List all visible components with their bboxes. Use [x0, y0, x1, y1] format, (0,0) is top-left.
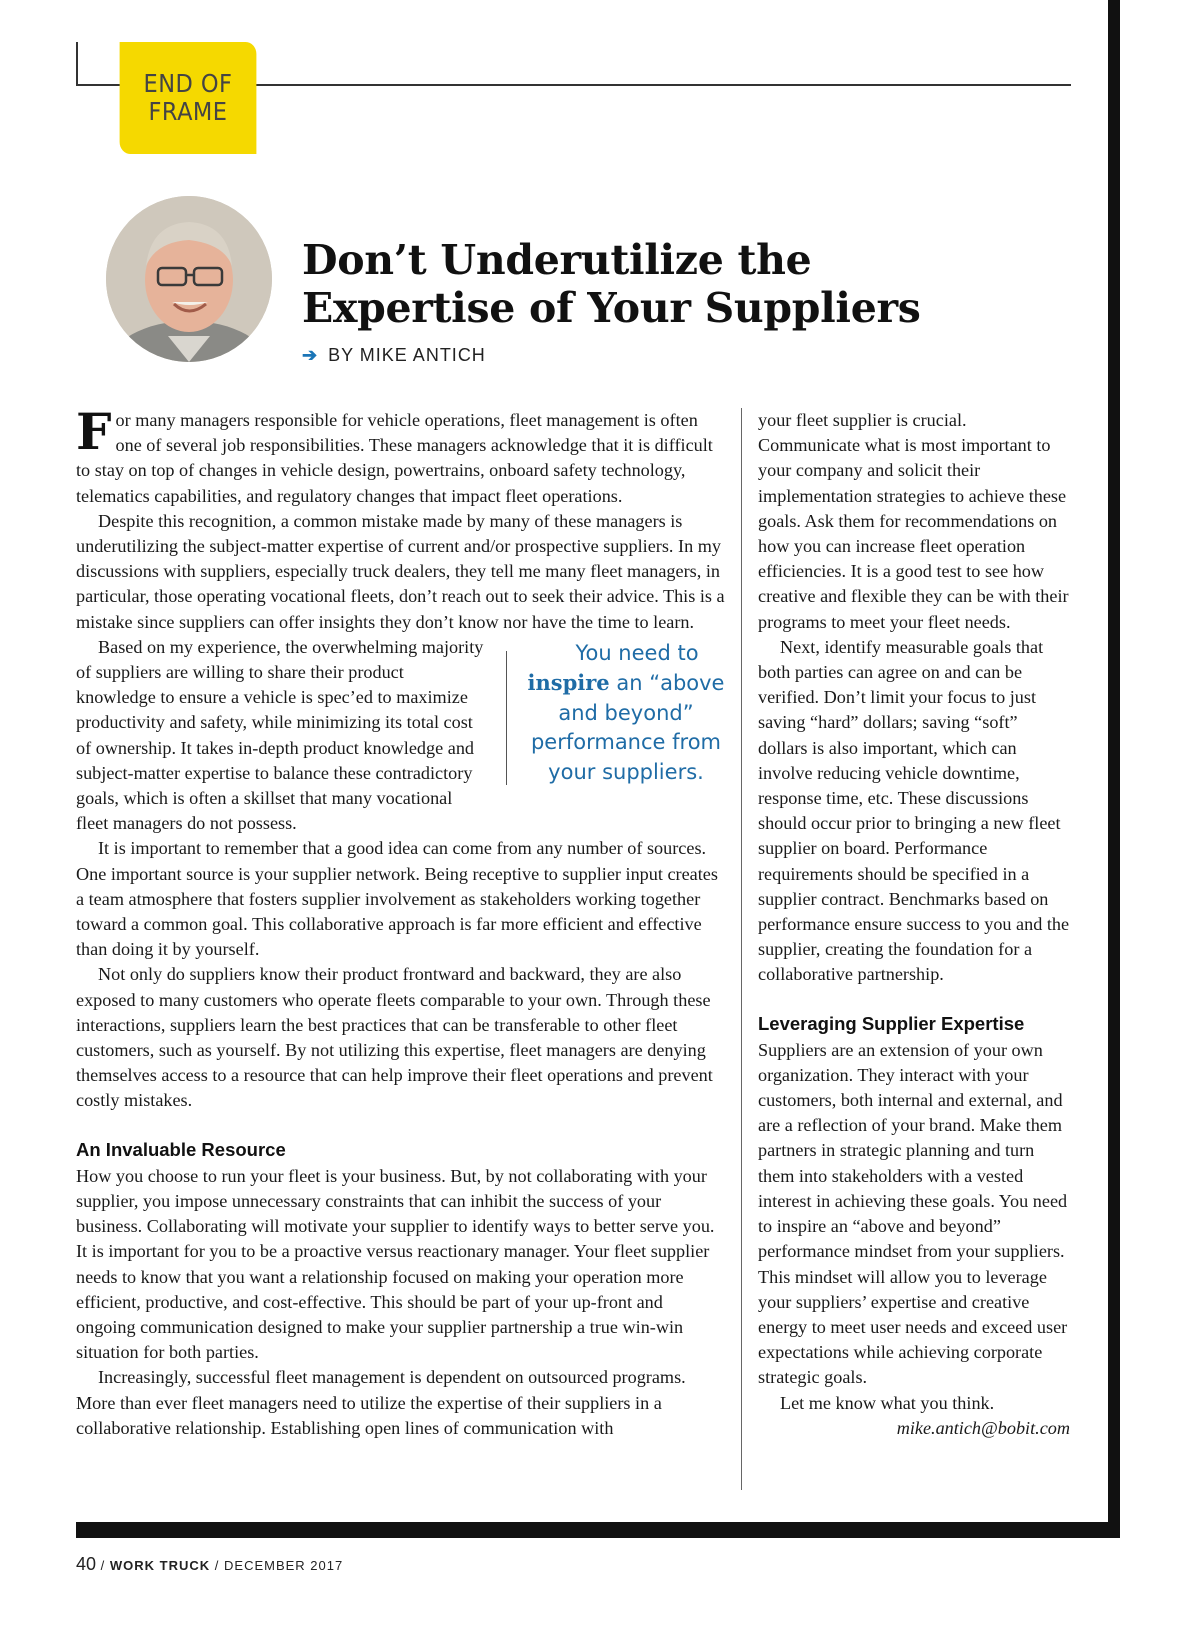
- magazine-name: WORK TRUCK: [109, 1558, 211, 1573]
- paragraph-9: Next, identify measurable goals that both parties can agree on and can be verified. Don’t limit your focus to just saving “hard” dollars; saving “soft” dollars is also important, which can involve reducing vehicle downtime, response time, etc. These discussions should occur prior to bringing a new fleet supplier on board. Performance requirements should be specified in a supplier contract. Benchmarks based on performance ensure success to you and the supplier, creating the foundation for a collaborative partnership.: [758, 636, 1070, 985]
- paragraph-11: Let me know what you think.: [780, 1392, 995, 1413]
- pull-quote-part1: You need to: [575, 640, 699, 665]
- header-rule-corner: [76, 42, 78, 86]
- author-photo: [106, 196, 272, 362]
- page-footer: [76, 1554, 343, 1575]
- page-number: 40: [76, 1554, 97, 1574]
- page-bottom-bar: [76, 1522, 1120, 1538]
- author-email[interactable]: mike.antich@bobit.com: [896, 1417, 1070, 1438]
- column-divider: [741, 408, 742, 1490]
- byline: [302, 345, 486, 366]
- paragraph-3-text: Based on my experience, the overwhelming majority of suppliers are willing to share their product knowledge to ensure a vehicle is spec’ed to maximize productivity and safety, while minimizing its total cost of ownership. It takes in-depth product knowledge and subject-matter expertise to balance these contradictory goals, which is often a skillset that many vocational fleet managers do not possess.: [76, 636, 484, 834]
- pull-quote-rule: [506, 651, 507, 785]
- paragraph-2: Despite this recognition, a common mistake made by many of these managers is underutilizing the subject-matter expertise of current and/or prospective suppliers. In my discussions with suppliers, especially truck dealers, they tell me many fleet managers, in particular, those operating vocational fleets, don’t reach out to seek their advice. This is a mistake since suppliers can offer insights they don’t know nor have the time to learn.: [76, 510, 725, 632]
- drop-cap: F: [76, 402, 112, 461]
- page-edge-bar-right: [1108, 0, 1120, 1538]
- subhead-invaluable-resource: An Invaluable Resource: [76, 1138, 286, 1160]
- article-column-left: [76, 402, 726, 1441]
- paragraph-4: It is important to remember that a good idea can come from any number of sources. One important source is your supplier network. Being receptive to supplier input creates a team atmosphere that fosters supplier involvement as stakeholders working together toward a common goal. This collaborative approach is far more efficient and effective than doing it by yourself.: [76, 838, 718, 960]
- article-title: [302, 236, 1022, 332]
- paragraph-5: Not only do suppliers know their product frontward and backward, they are also exposed to many customers who operate fleets comparable to your own. Through these interactions, suppliers learn the best practices that can be transferable to other fleet customers, such as yourself. By not utilizing this expertise, fleet managers are denying themselves access to a resource that can help improve their fleet operations and prevent costly mistakes.: [76, 964, 713, 1111]
- article-title-line2: Expertise of Your Suppliers: [302, 284, 921, 332]
- footer-separator-2: /: [214, 1558, 225, 1573]
- pull-quote-box: [506, 639, 726, 819]
- article-title-line1: Don’t Underutilize the: [302, 236, 812, 284]
- paragraph-8: your fleet supplier is crucial. Communicate what is most important to your company and solicit their implementation strategies to achieve these goals. Ask them for recommendations on how you can increase fleet operation efficiencies. It is a good test to see how creative and flexible they can be with their programs to meet your fleet needs.: [758, 410, 1069, 632]
- pull-quote-emphasis: inspire: [527, 670, 610, 696]
- footer-separator: /: [100, 1558, 110, 1573]
- pull-quote-part2: an “above and beyond” performance from your suppliers.: [530, 671, 725, 784]
- article-column-right: [758, 408, 1070, 1441]
- paragraph-1-text: or many managers responsible for vehicle operations, fleet management is often one of several job responsibilities. These managers acknowledge that it is difficult to stay on top of changes in vehicle design, powertrains, onboard safety technology, telematics capabilities, and regulatory changes that impact fleet operations.: [76, 410, 713, 506]
- section-tag-line1: END OF: [143, 69, 233, 98]
- paragraph-intro: [76, 402, 726, 509]
- byline-text: BY MIKE ANTICH: [328, 345, 486, 365]
- pull-quote: [518, 639, 734, 788]
- paragraph-7: Increasingly, successful fleet management is dependent on outsourced programs. More than ever fleet managers need to utilize the expertise of their suppliers in a collaborative relationship. Establishing open lines of communication with: [76, 1367, 686, 1438]
- right-arrow-icon: ➔: [302, 345, 319, 365]
- section-tag: [120, 42, 257, 154]
- issue-date: DECEMBER 2017: [224, 1558, 344, 1573]
- paragraph-6: How you choose to run your fleet is your business. But, by not collaborating with your supplier, you impose unnecessary constraints that can inhibit the success of your business. Collaborating will motivate your supplier to identify ways to better serve you. It is important for you to be a proactive versus reactionary manager. Your fleet supplier needs to know that you want a relationship focused on making your operation more efficient, productive, and cost-effective. This should be part of your up-front and ongoing communication designed to make your supplier partnership a true win-win situation for both parties.: [76, 1165, 715, 1363]
- paragraph-10: Suppliers are an extension of your own organization. They interact with your customers, both internal and external, and are a reflection of your brand. Make them partners in strategic planning and turn them into stakeholders with a vested interest in achieving these goals. You need to inspire an “above and beyond” performance mindset from your suppliers. This mindset will allow you to leverage your suppliers’ expertise and creative energy to meet user needs and exceed user expectations while achieving corporate strategic goals.: [758, 1039, 1068, 1388]
- paragraph-3-wrap: [76, 635, 726, 837]
- subhead-leveraging-expertise: Leveraging Supplier Expertise: [758, 1012, 1025, 1034]
- section-tag-line2: FRAME: [148, 97, 228, 126]
